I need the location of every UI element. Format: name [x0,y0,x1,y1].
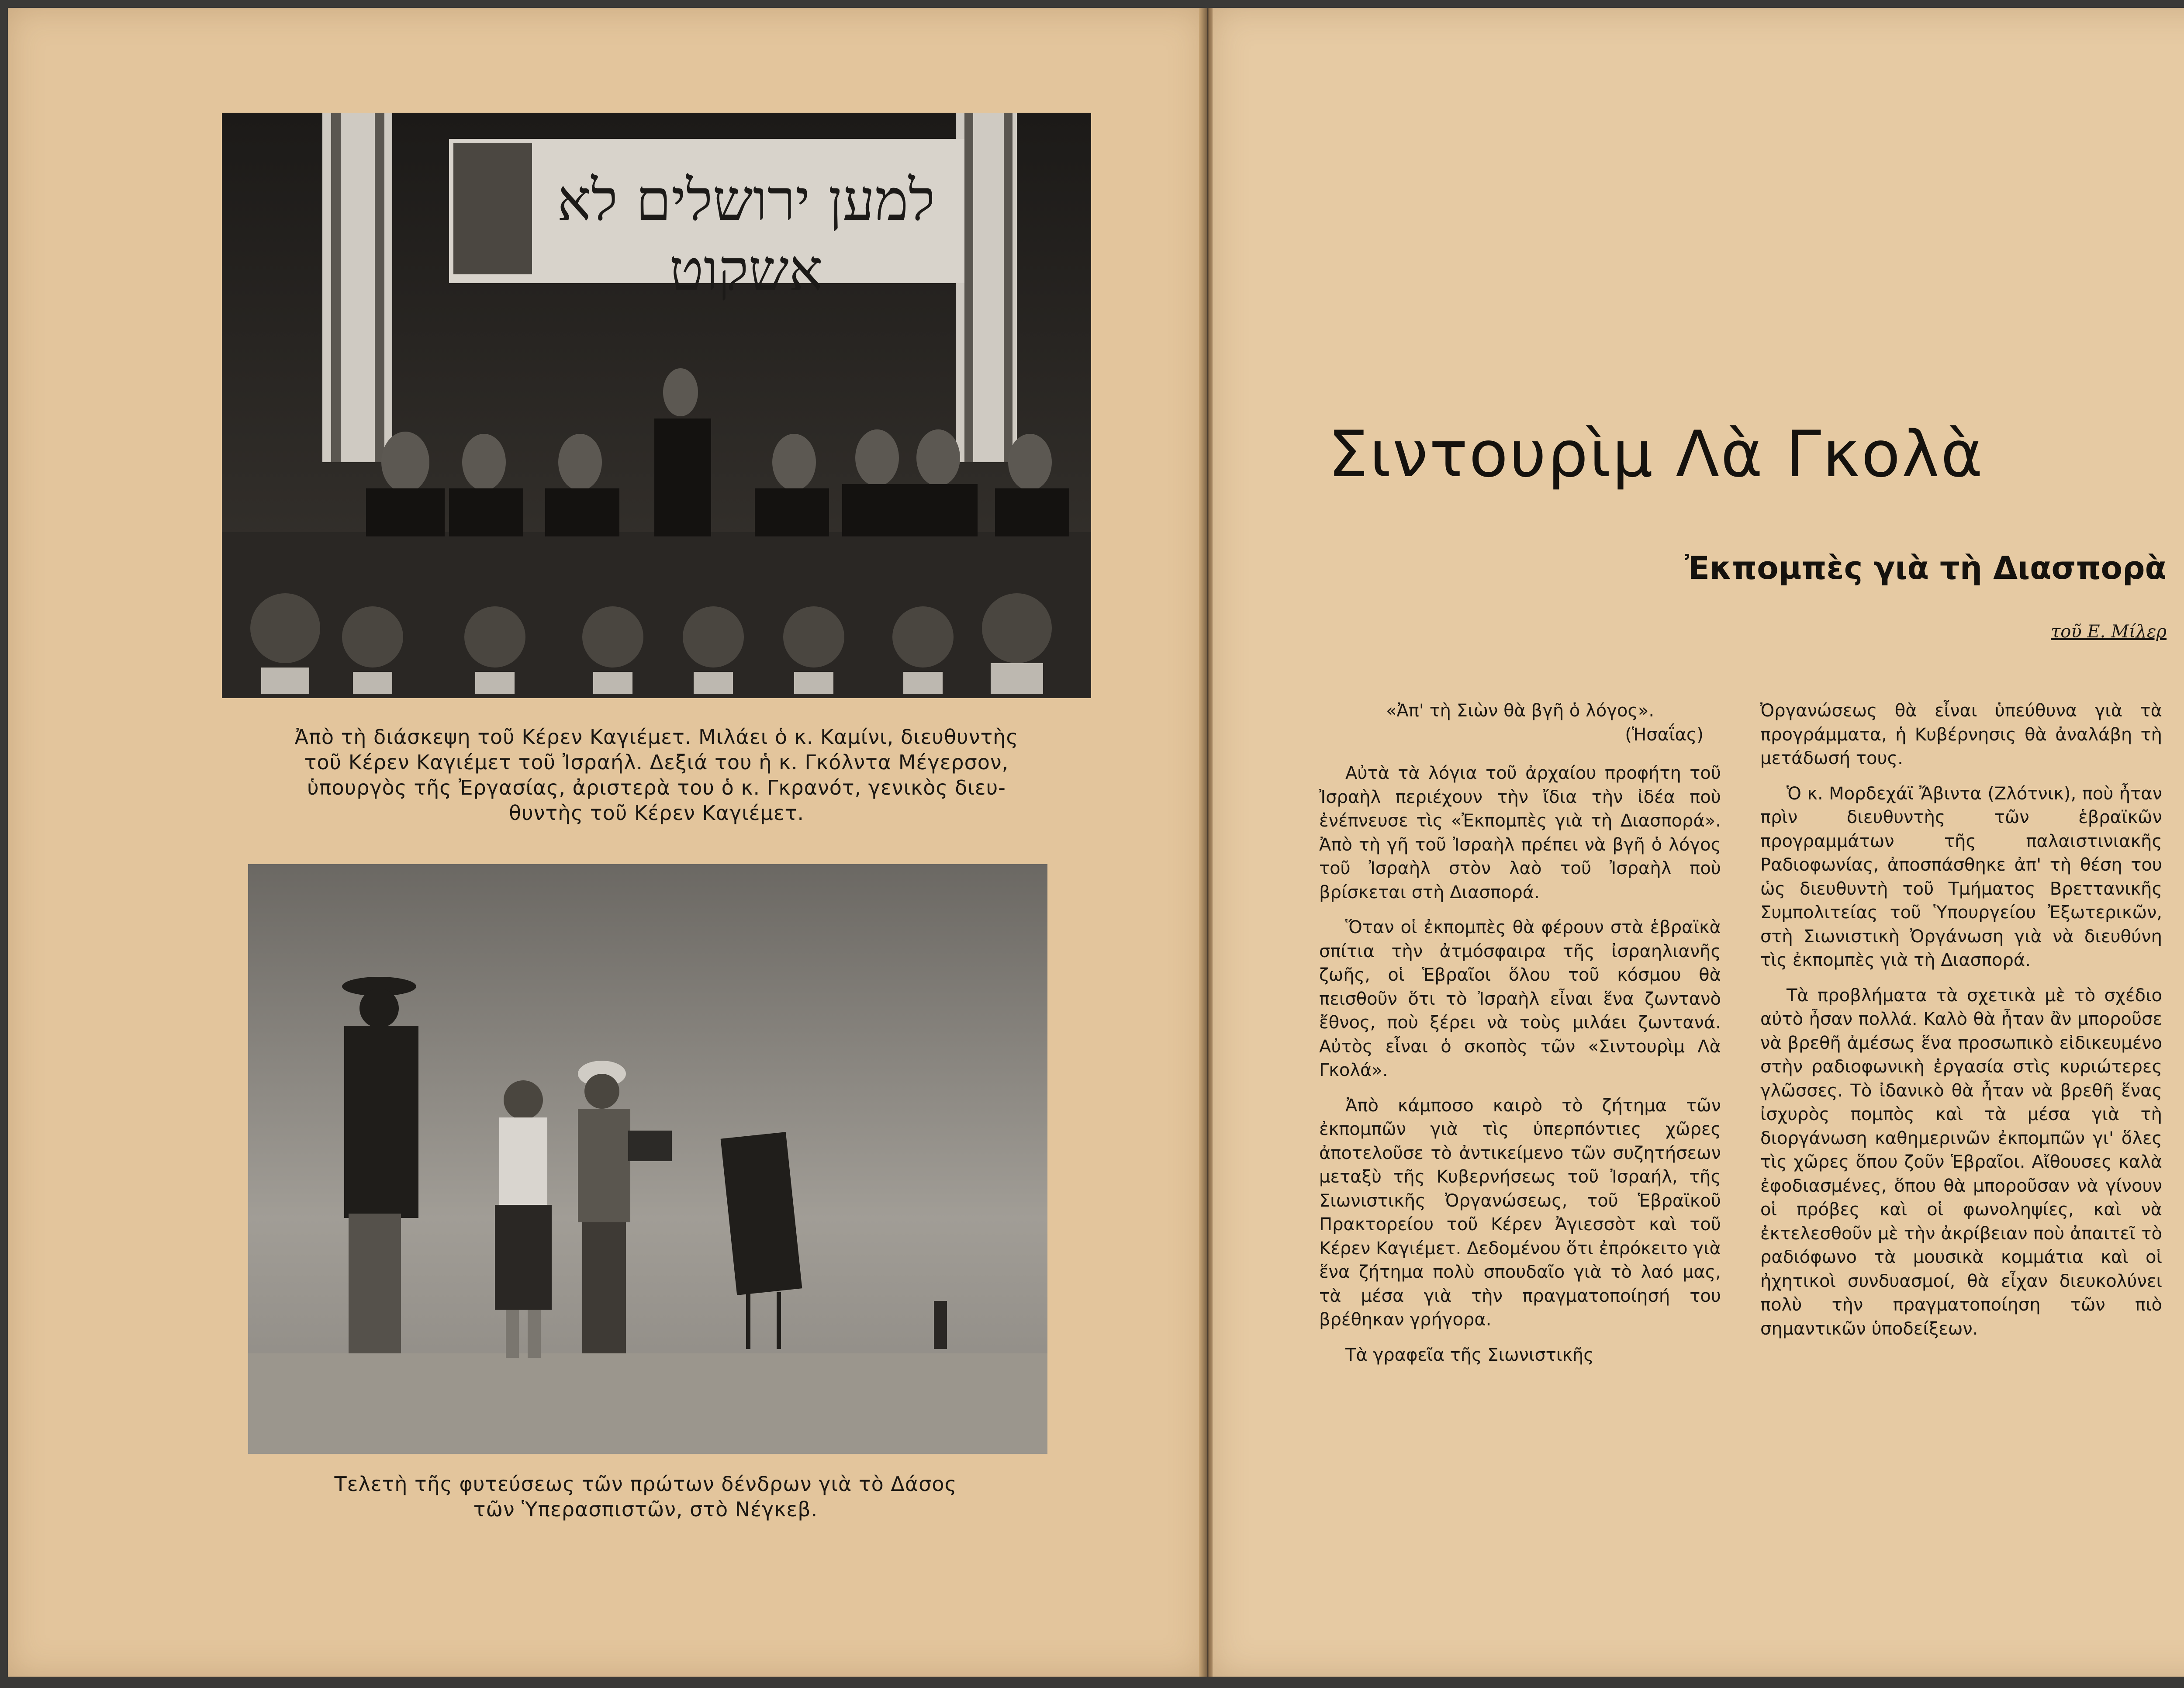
caption1-line: τοῦ Κέρεν Καγιέμετ τοῦ Ἰσραήλ. Δεξιά του ἡ κ. Γκόλντα Μέγερσον, [304,751,1009,774]
paragraph: Αὐτὰ τὰ λόγια τοῦ ἀρχαίου προφήτη τοῦ Ἰσραὴλ περιέχουν τὴν ἴδια τὴν ἰδέα ποὺ ἐνέπνευσε τὶς «Ἐκπομπὲς γιὰ τὴ Διασπορά». Ἀπὸ τὴ γῆ τοῦ Ἰσραὴλ πρέπει νὰ βγῆ ὁ λόγος τοῦ Ἰσραὴλ στὸν λαὸ τοῦ Ἰσραὴλ ποὺ βρίσκεται στὴ Διασπορά. [1319,763,1721,903]
caption1-line: Ἀπὸ τὴ διάσκεψη τοῦ Κέρεν Καγιέμετ. Μιλάει ὁ κ. Καμίνι, διευθυντὴς [294,725,1019,749]
paragraph: Ὁ κ. Μορδεχάϊ Ἄβιντα (Ζλότνικ), ποὺ ἦταν πρὶν διευθυντὴς τῶν ἑβραϊκῶν προγραμμάτων τῆς παλαιστινιακῆς Ραδιοφωνίας, ἀποσπάσθηκε ἀπ' τὴ θέση του ὡς διευθυντὴ τοῦ Τμήματος Βρεττανικῆς Συμπολιτείας τοῦ Ὑπουργείου Ἐξωτερικῶν, στὴ Σιωνιστικὴ Ὀργάνωση γιὰ νὰ διευθύνη τὶς ἐκπομπὲς γιὰ τὴ Διασπορά. [1760,783,2162,970]
caption2-line: Τελετὴ τῆς φυτεύσεως τῶν πρώτων δένδρων γιὰ τὸ Δάσος [334,1472,957,1496]
article-title: Σιντουρὶμ Λὰ Γκολὰ [1328,417,1984,491]
tree-planting-photo [248,864,1047,1454]
tree-planting-caption [252,1471,1039,1522]
caption1-line: θυντὴς τοῦ Κέρεν Καγιέμετ. [509,801,804,825]
paragraph: Ὅταν οἱ ἐκπομπὲς θὰ φέρουν στὰ ἑβραϊκὰ σπίτια τὴν ἀτμόσφαιρα τῆς ἰσραηλιανῆς ζωῆς, οἱ Ἑβραῖοι ὅλου τοῦ κόσμου θὰ πεισθοῦν ὅτι τὸ Ἰσραὴλ εἶναι ἕνα ζωντανὸ ἔθνος, ποὺ ξέρει νὰ τοὺς μιλάει ζωντανά. Αὐτὸς εἶναι ὁ σκοπὸς τῶν «Σιντουρὶμ Λὰ Γκολά». [1319,917,1721,1080]
article-column-2 [1760,699,2162,1352]
paragraph: Τὰ γραφεῖα τῆς Σιωνιστικῆς [1345,1345,1594,1365]
banner-hebrew-text: למען ירושלים לא אשקוט [557,167,935,303]
epigraph-source: (Ἡσαΐας) [1625,724,1704,745]
left-page [8,8,1205,1677]
epigraph-quote: «Ἀπ' τὴ Σιὼν θὰ βγῆ ὁ λόγος». [1386,701,1655,721]
conference-photo-caption [213,724,1100,826]
article-byline: τοῦ Ε. Μίλερ [2051,622,2167,642]
caption1-line: ὑπουργὸς τῆς Ἐργασίας, ἀριστερὰ του ὁ κ. Γκρανότ, γενικὸς διευ- [307,776,1006,799]
paragraph: Ἀπὸ κάμποσο καιρὸ τὸ ζήτημα τῶν ἐκπομπῶν γιὰ τὶς ὑπερπόντιες χῶρες ἀποτελοῦσε τὸ ἀντικείμενο τῶν συζητήσεων μεταξὺ τῆς Κυβερνήσεως τοῦ Ἰσραήλ, τῆς Σιωνιστικῆς Ὀργανώσεως, τοῦ Ἑβραϊκοῦ Πρακτορείου τοῦ Κέρεν Ἀγιεσσὸτ καὶ τοῦ Κέρεν Καγιέμετ. Δεδομένου ὅτι ἐπρόκειτο γιὰ ἕνα ζήτημα πολὺ σπουδαῖο γιὰ τὸ λαό μας, τὰ μέσα γιὰ τὴν πραγματοποίησή του βρέθηκαν γρήγορα. [1319,1095,1721,1330]
article-column-1 [1319,699,1721,1378]
paragraph: Τὰ προβλήματα τὰ σχετικὰ μὲ τὸ σχέδιο αὐτὸ ἦσαν πολλά. Καλὸ θὰ ἦταν ἂν μποροῦσε νὰ βρεθῆ ἀμέσως ἕνα προσωπικὸ εἰδικευμένο στὴν ραδιοφωνικὴ ἐργασία στὶς κυριώτερες γλῶσσες. Τὸ ἰδανικὸ θὰ ἦταν νὰ βρεθῆ ἕνας ἰσχυρὸς πομπὸς καὶ τὰ μέσα γιὰ τὴ διοργάνωση καθημερινῶν ἐκπομπῶν γι' ὅλες τὶς χῶρες ὅπου ζοῦν Ἑβραῖοι. Αἴθουσες καλὰ ἐφοδιασμένες, ὅπου θὰ μποροῦσαν νὰ γίνουν οἱ πρόβες καὶ οἱ φωνοληψίες, καὶ νὰ ἐκτελεσθοῦν μὲ τὴν ἀκρίβειαν ποὺ ἀπαιτεῖ τὸ ραδιόφωνο τὰ μουσικὰ κομμάτια καὶ οἱ ἠχητικοὶ συνδυασμοί, θὰ εἶχαν διευκολύνει πολὺ τὴν πραγματοποίηση τῶν πιὸ σημαντικῶν ὑποδείξεων. [1760,985,2162,1339]
conference-photo [222,113,1091,698]
article-subtitle: Ἐκπομπὲς γιὰ τὴ Διασπορὰ [1685,550,2167,586]
paragraph: Ὀργανώσεως θὰ εἶναι ὑπεύθυνα γιὰ τὰ προγράμματα, ἡ Κυβέρνησις θὰ ἀναλάβη τὴ μετάδωσή τους. [1760,701,2162,768]
caption2-line: τῶν Ὑπερασπιστῶν, στὸ Νέγκεβ. [473,1498,818,1521]
epigraph [1319,699,1721,747]
